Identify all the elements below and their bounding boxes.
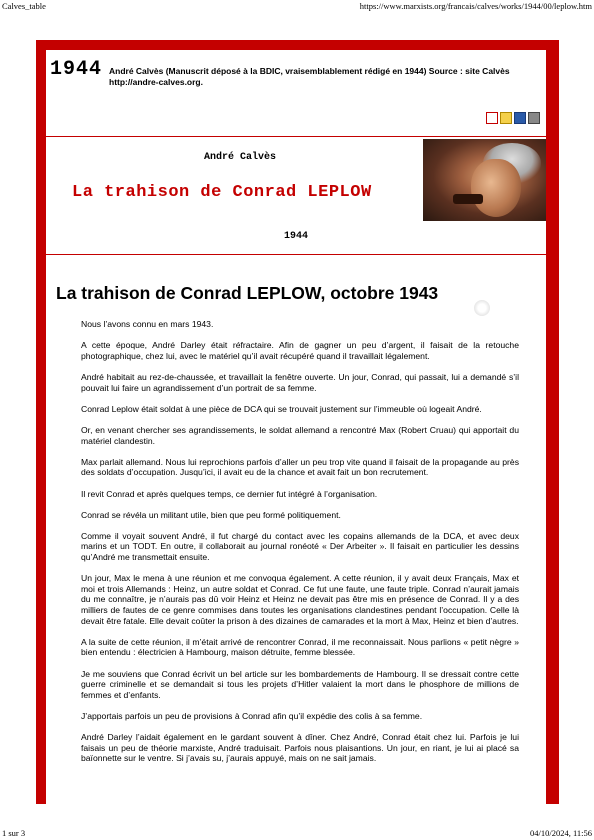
paragraph: A la suite de cette réunion, il m’était arrivé de rencontrer Conrad, il me reconnaissait. Nous parlions « petit nègre » bien entendu : électricien à Hambourg, maison détruite, femme blessée. — [81, 636, 519, 658]
magnifier-icon[interactable] — [500, 112, 512, 124]
page-inner — [46, 50, 546, 804]
photo-face — [471, 159, 521, 217]
paragraph: Comme il voyait souvent André, il fut chargé du contact avec les copains allemands de la DCA, et avec deux marins et un TODT. En outre, il collaborait au journal ronéoté « Der Arbeiter ». Il faisait en particulier les dessins qu’André me transmettait ensuite. — [81, 530, 519, 563]
page-counter: 1 sur 3 — [2, 828, 26, 838]
article-body — [81, 319, 519, 775]
photo-pipe — [453, 194, 483, 204]
mail-icon[interactable] — [486, 112, 498, 124]
paragraph: A cette époque, André Darley était réfractaire. Afin de gagner un peu d’argent, il faisait de la retouche photographique, chez lui, avec le matériel qu’il avait récupéré quand il travaillait légalement. — [81, 340, 519, 361]
paragraph: J’apportais parfois un peu de provisions à Conrad afin qu’il expédie des colis à sa femme. — [81, 710, 423, 721]
paragraph: Un jour, Max le mena à une réunion et me convoqua également. A cette réunion, il y avait deux Français, Max et moi et trois Allemands : Heinz, un autre soldat et Conrad. Ce fut une faute, une faute triple. Conrad n’aurait jamais du me connaître, je n’aurais pas dû voir Heinz et Heinz ne devait pas être mis en présence de Conrad. Il y a des milliers de fautes de ce genre commises dans toutes les organisations clandestines pendant l’occupation. Celle là devait être fatale. Elle devait coûter la prison à des dizaines de camarades et la mort à Max, Heinz et bien d’autres. — [81, 573, 519, 626]
cursor-indicator — [474, 300, 490, 316]
paragraph: Je me souviens que Conrad écrivit un bel article sur les bombardements de Hambourg. Il se dressait contre cette guerre criminelle et se demandait si tous les projets d’Hitler valaient la mort dans le phosphore de millions de femmes et d’enfants. — [81, 668, 519, 700]
author-name: André Calvès — [204, 152, 277, 163]
author-photo — [423, 139, 546, 221]
paragraph: Or, en venant chercher ses agrandissements, le soldat allemand a rencontré Max (Robert Cruau) qui apportait du matériel clandestin. — [81, 424, 519, 446]
page-frame — [36, 40, 559, 804]
article-title: La trahison de Conrad LEPLOW, octobre 1943 — [56, 283, 439, 303]
paragraph: Conrad Leplow était soldat à une pièce de DCA qui se trouvait justement sur l’immeuble où logeait André. — [81, 403, 482, 414]
paragraph: Il revit Conrad et après quelques temps, ce dernier fut intégré à l’organisation. — [81, 488, 378, 499]
print-header — [0, 0, 594, 12]
source-block — [46, 50, 546, 137]
books-icon[interactable] — [514, 112, 526, 124]
paragraph: Conrad se révéla un militant utile, bien que peu formé politiquement. — [81, 509, 341, 520]
header-year: 1944 — [50, 58, 103, 81]
work-year: 1944 — [284, 231, 309, 242]
paragraph: Nous l’avons connu en mars 1943. — [81, 319, 214, 329]
printer-icon[interactable] — [528, 112, 540, 124]
work-title: La trahison de Conrad LEPLOW — [72, 183, 372, 202]
print-header-title: Calves_table — [2, 1, 46, 11]
print-footer — [0, 826, 594, 840]
title-block — [46, 137, 546, 255]
paragraph: André Darley l’aidait également en le gardant souvent à dîner. Chez André, Conrad était chez lui. Parfois je lui faisais un peu de théorie marxiste, André traduisait. Parfois nous plaisantions. Un jour, en riant, je lui ai placé sa baïonnette sur le ventre. Si j’avais su, j’aurais appuyé, mais on ne sait jamais. — [81, 732, 519, 764]
source-note: André Calvès (Manuscrit déposé à la BDIC, vraisemblablement rédigé en 1944) Source : site Calvès http://andre-calves.org. — [109, 66, 510, 87]
paragraph: Max parlait allemand. Nous lui reprochions parfois d’aller un peu trop vite quand il faisait de la propagande au près des soldats d’occupation. Jusqu’ici, il avait eu de la chance et avait fait un bon recrutement. — [81, 456, 519, 478]
print-timestamp: 04/10/2024, 11:56 — [529, 828, 592, 838]
toolbar-icons — [486, 112, 540, 124]
paragraph: André habitait au rez-de-chaussée, et travaillait la fenêtre ouverte. Un jour, Conrad, qui passait, lui a demandé s’il pouvait lui faire un agrandissement d’un portrait de sa femme. — [81, 371, 519, 393]
print-header-url: https://www.marxists.org/francais/calves/works/1944/00/leplow.htm — [359, 1, 592, 11]
